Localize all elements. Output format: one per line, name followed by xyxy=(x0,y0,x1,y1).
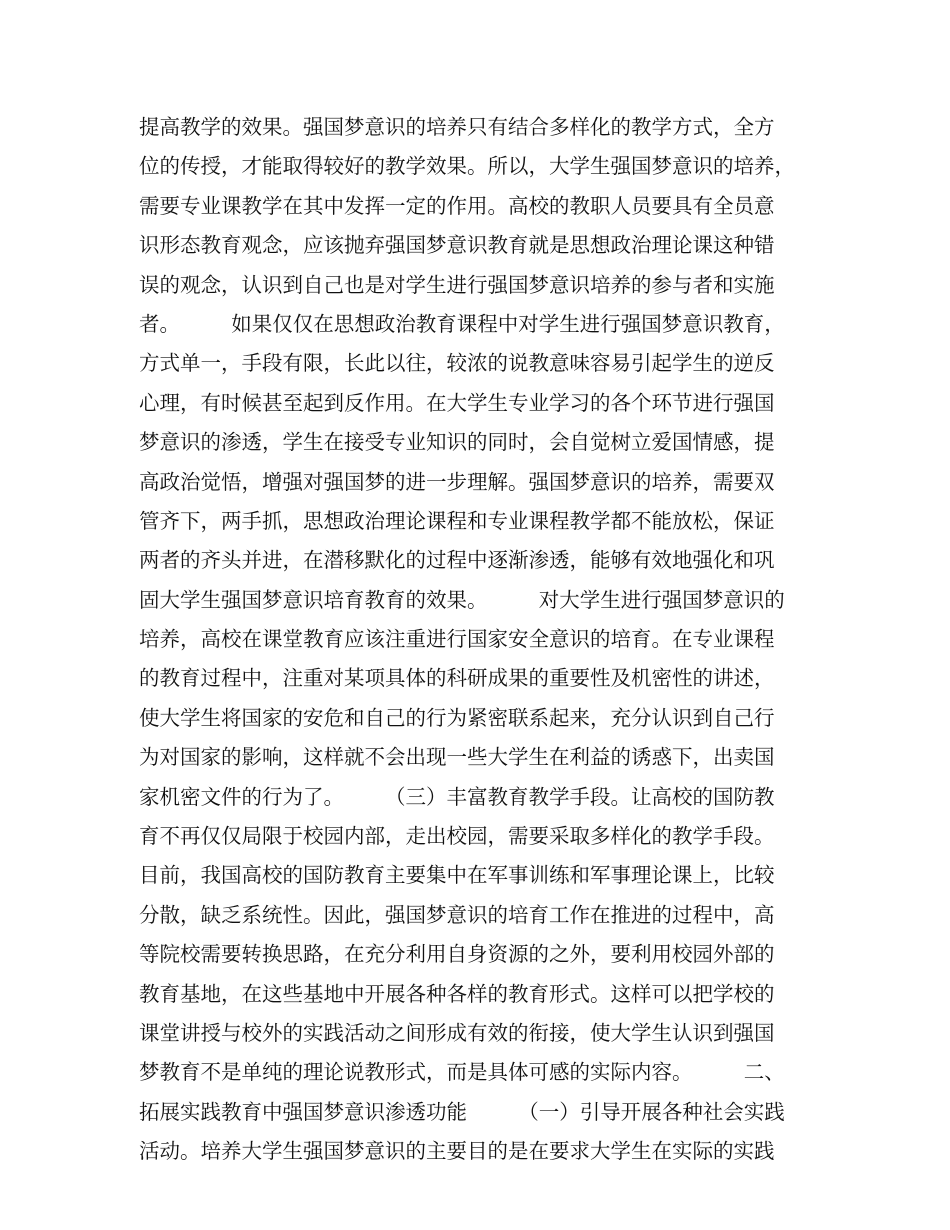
text-line: 梦意识的渗透，学生在接受专业知识的同时，会自觉树立爱国情感，提 xyxy=(139,430,775,455)
text-line: 家机密文件的行为了。 （三）丰富教育教学手段。让高校的国防教 xyxy=(139,784,775,809)
text-line: 固大学生强国梦意识培育教育的效果。 对大学生进行强国梦意识的 xyxy=(139,587,785,612)
text-line: 提高教学的效果。强国梦意识的培养只有结合多样化的教学方式，全方 xyxy=(139,115,775,139)
text-line: 两者的齐头并进，在潜移默化的过程中逐渐渗透，能够有效地强化和巩 xyxy=(139,548,775,573)
text-line: 为对国家的影响，这样就不会出现一些大学生在利益的诱惑下，出卖国 xyxy=(139,745,775,770)
text-line: 课堂讲授与校外的实践活动之间形成有效的衔接，使大学生认识到强国 xyxy=(139,1020,775,1045)
text-line: 方式单一，手段有限，长此以往，较浓的说教意味容易引起学生的逆反 xyxy=(139,351,775,376)
text-line: 等院校需要转换思路，在充分利用自身资源的之外，要利用校园外部的 xyxy=(139,942,775,967)
body-text xyxy=(139,108,819,1172)
text-line: 梦教育不是单纯的理论说教形式，而是具体可感的实际内容。 二、 xyxy=(139,1060,785,1085)
text-line: 育不再仅仅局限于校园内部，走出校园，需要采取多样化的教学手段。 xyxy=(139,824,775,849)
text-line: 误的观念，认识到自己也是对学生进行强国梦意识培养的参与者和实施 xyxy=(139,272,775,297)
text-line: 管齐下，两手抓，思想政治理论课程和专业课程教学都不能放松，保证 xyxy=(139,508,775,533)
text-line: 目前，我国高校的国防教育主要集中在军事训练和军事理论课上，比较 xyxy=(139,863,775,888)
text-line: 教育基地，在这些基地中开展各种各样的教育形式。这样可以把学校的 xyxy=(139,981,775,1006)
text-line: 需要专业课教学在其中发挥一定的作用。高校的教职人员要具有全员意 xyxy=(139,193,775,218)
text-line: 的教育过程中，注重对某项具体的科研成果的重要性及机密性的讲述， xyxy=(139,666,775,691)
text-line: 高政治觉悟，增强对强国梦的进一步理解。强国梦意识的培养，需要双 xyxy=(139,469,775,494)
text-line: 识形态教育观念，应该抛弃强国梦意识教育就是思想政治理论课这种错 xyxy=(139,233,775,258)
text-line: 者。 如果仅仅在思想政治教育课程中对学生进行强国梦意识教育， xyxy=(139,311,785,336)
text-line: 培养，高校在课堂教育应该注重进行国家安全意识的培育。在专业课程 xyxy=(139,627,775,652)
text-line: 使大学生将国家的安危和自己的行为紧密联系起来，充分认识到自己行 xyxy=(139,705,775,730)
text-line: 活动。培养大学生强国梦意识的主要目的是在要求大学生在实际的实践 xyxy=(139,1139,775,1164)
text-line: 位的传授，才能取得较好的教学效果。所以，大学生强国梦意识的培养， xyxy=(139,154,795,179)
text-line: 心理，有时候甚至起到反作用。在大学生专业学习的各个环节进行强国 xyxy=(139,390,775,415)
text-line: 分散，缺乏系统性。因此，强国梦意识的培育工作在推进的过程中，高 xyxy=(139,902,775,927)
text-line: 拓展实践教育中强国梦意识渗透功能 （一）引导开展各种社会实践 xyxy=(139,1099,785,1124)
